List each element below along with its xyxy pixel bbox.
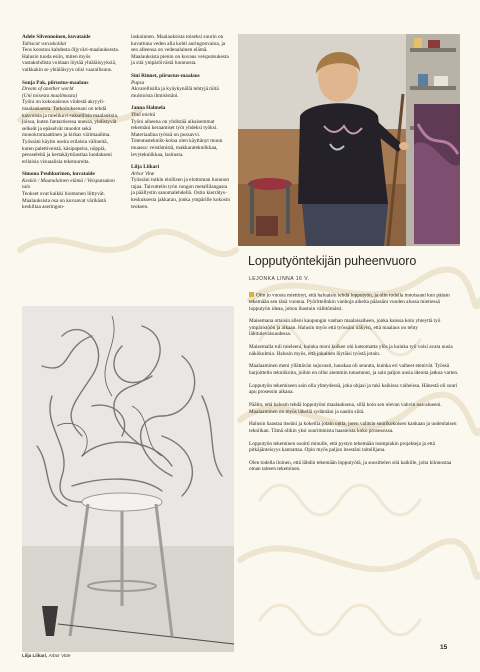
artist-name: Sini Rinnet, piirustus-maalaus (131, 72, 200, 79)
artist-name: Simona Peuhkurinen, kuvataide (22, 171, 95, 178)
work-description: Työni on kokonaisuus viidestä akryyli-maalauksesta. Tarkoituksenani on tehdä kasvoista ja mielikuvi-tuksellisia maalauksia, joissa, kuten fantastisessa unessa, yhdistyvät selkeät ja epäselvät muodot sekä monokromaattinen ja kirkas värimaailma. Työssäni käytin useita erilaisia välineitä, kuten palettiveistä, käsipapeira, nöppiä, pensseleitä ja kertakäyttöastiaa luodakseni erilaisia visuaalisia tekstuureita. (22, 99, 119, 165)
artist-name: Lilja Liikari (131, 164, 160, 171)
work-description: Akvarellisilla ja kyäykynällä tehtyjä töitä muistoista ihmisistäni. (131, 86, 219, 99)
caption-artist: Lilja Liikari, (22, 653, 48, 658)
work-title: Pupsa (131, 79, 145, 86)
article-paragraph: Lopputyön tekemiseen sain olla yhteydessä, joka ohjasi ja tuki kaikissa vaiheissa. Hänestä oli suuri apu prosessin aikana. (249, 382, 458, 396)
article-paragraph: Maalaaminen meni yllättävän sujuvasti, hauskaa oli seurata, kuinka eri vaiheet etenivät. Työssä harjoittelin tekniikoita, joihin en ollut aiemmin tutustunut, ja sain paljon uusia ideoita jatkoa varten. (249, 363, 459, 376)
article-heading: Lopputyöntekijän puheenvuoro (248, 254, 417, 268)
artist-name: Sonja Pak, piirustus-maalaus (22, 79, 89, 86)
work-title: Arbor Vitæ (131, 170, 155, 177)
artist-entry (22, 171, 120, 211)
article-paragraph: Maisemalla tuli mieleeni, kuinka moni kulkee ohi katsomatta ylös ja kuinka työ voisi avata uusia näkökulmia. Halusin myös, että jokainen löytäisi työstä jotain. (249, 344, 453, 357)
work-description: Teos koostuu kahdesta öljyväri-maalauksesta. Halusin tuoda esiin, miten myös vastakohdista voidaan löytää yhtäläisyyksiä, vaikkakin se yhtäläisyys olisi vaarallisuus. (22, 47, 120, 73)
article-body (249, 292, 461, 479)
artist-entry (22, 34, 120, 74)
page-number: 15 (440, 644, 448, 651)
article-paragraph: Olin jo vuosia miettinyt, että haluaisin tehdä lopputyön, ja olin todella innoissani kun pääsin tekemään sen tänä vuonna. Pyörittelinkin vanhoja aiheita päässäni vuoden alussa mietiessä lopputyön ideaa, johon ihastuin välittömästi. (249, 292, 450, 312)
left-text-column (22, 34, 120, 217)
work-title: Keskiö / Maanalainen elämä / Veisputsukon talo (22, 177, 115, 191)
article-paragraph: Halusin haastaa itseäni ja kokeilla jotain uutta, joten valitsin suurikokoisen kankaan ja uudenlaisen tekniikan. Tämä olikin yksi suurimmista haasteista koko prosessissa. (249, 421, 457, 434)
article-byline: LEJONKA LINNA 16 V. (249, 276, 310, 282)
artist-entry (131, 73, 231, 99)
article-paragraph: Lopputyön tekeminen osoitti minulle, että pystyn tekemään isompiakin projekteja ja että pitkäjänteisyys kannattaa. Opin myös paljon itsestäni taiteilijana. (249, 440, 435, 454)
work-description: Teokset ovat kaikki hiomonen liittyvät. Maalauksista osa on kuvaavat värikästä keskiltaa aseringon- (22, 191, 106, 211)
work-subtitle: (Uni toisesta maailmasta) (22, 92, 78, 99)
work-description: Työni aiheena on yhdistää aikaisemmat tekemäni keraamiset työt yhdeksi työksi. Materiaalina työssä on pussavvi. Toteutustekniik-koina olen käyttänyt muun muassa: veistämistä, makkaratekniikkaa, levytekniikkaa, lasitusta. (131, 118, 223, 158)
artist-entry (131, 164, 231, 210)
lead-square-icon (249, 292, 254, 297)
artist-entry-continued (131, 34, 231, 67)
artist-entry (131, 105, 231, 158)
article-paragraph: Päätin, että halusin tehdä lopputyöni maalauksena, sillä koin sen olevan vahvin osa-alueeni. Maalaaminen on myös lähellä sydäntäni ja nautin siitä. (249, 402, 442, 415)
artist-name: Janna Halmela (131, 105, 166, 112)
wire-sculpture-illustration (22, 306, 234, 652)
photo-caption (22, 653, 70, 658)
work-description: Työssäni tutkin elollisen ja elottoman luonnon rajaa. Taivuttelin työn rungon metallilangasta ja päällystin sanomalehdellä. Ostin kierrätys-keskuksesta jakkaran, jonka ympärille kokosin teoksen. (131, 177, 230, 210)
article-paragraph: Maisemana ottaisin alleni kaupungin vanhan maalaisaiheen, jonka kanssa koin yhteyttä työ ympäristöön ja aikaan. Halusin myös että työssäni näkyisi, että maalaus on tehty lähitulevaisuudessa. (249, 318, 441, 338)
article-paragraph: Olen todella iloinen, että lähdin tekemään lopputyötä, ja suosittelen sitä kaikille, joita kiinnostaa oman taiteen tekeminen. (249, 459, 452, 473)
work-title: Tabiscat varaskoldat (22, 40, 67, 47)
artist-entry (22, 80, 120, 166)
studio-painter-photo (238, 34, 460, 246)
work-title: Dream of another world (22, 86, 74, 93)
work-title: Yhtä mieltä (131, 111, 156, 118)
middle-text-column (131, 34, 231, 216)
wire-sculpture-photo (22, 306, 234, 652)
caption-work: Arbor Vitæ (48, 653, 71, 658)
work-description: laskuinnen. Maalauksista toiseksi suurin on kuvattuna veden alla kohti auringonvaloa, ja sen alleensa on vedenalainen elämä. Maalauksista pienin on kuvaus veisputsukesta ja sitä ympäröivästä luonnosta. (131, 34, 229, 67)
artist-name: Adele Silvennoinen, kuvataide (22, 34, 91, 40)
studio-painter-illustration (238, 34, 460, 246)
